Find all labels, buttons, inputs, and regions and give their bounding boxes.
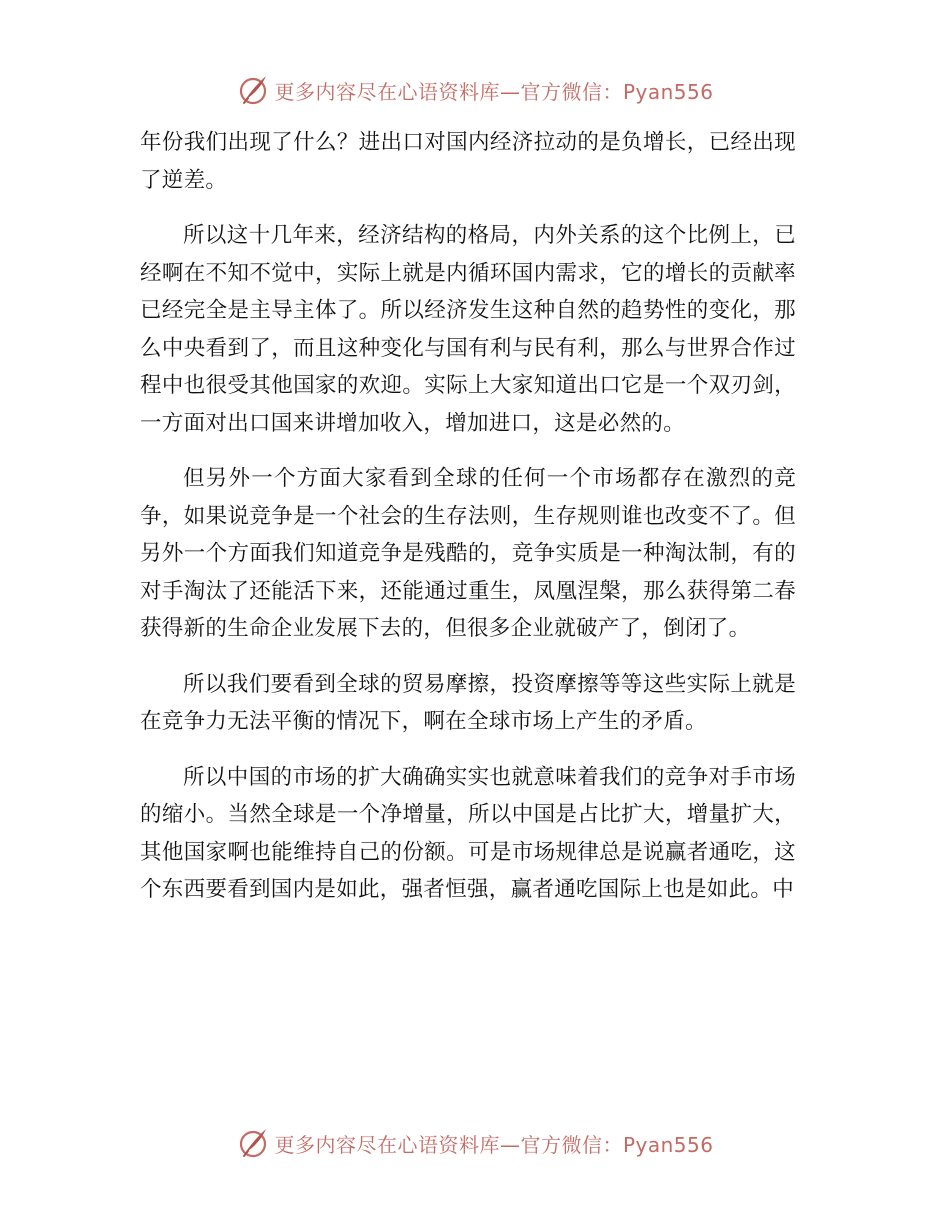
paragraph-2: 所以这十几年来，经济结构的格局，内外关系的这个比例上，已经啊在不知不觉中，实际上就是内循环国内需求，它的增长的贡献率已经完全是主导主体了。所以经济发生这种自然的趋势性的变化，那么中央看到了，而且这种变化与国有利与民有利，那么与世界合作过程中也很受其他国家的欢迎。实际上大家知道出口它是一个双刃剑，一方面对出口国来讲增加收入，增加进口，这是必然的。 bbox=[140, 223, 796, 436]
paragraph-4: 所以我们要看到全球的贸易摩擦，投资摩擦等等这些实际上就是在竞争力无法平衡的情况下，啊在全球市场上产生的矛盾。 bbox=[140, 671, 796, 734]
footer-watermark-text: 更多内容尽在心语资料库—官方微信：Pyan556 bbox=[274, 1132, 714, 1157]
paragraph-3: 但另外一个方面大家看到全球的任何一个市场都存在激烈的竞争，如果说竞争是一个社会的生存法则，生存规则谁也改变不了。但另外一个方面我们知道竞争是残酷的，竞争实质是一种淘汰制，有的对手淘汰了还能活下来，还能通过重生，凤凰涅槃，那么获得第二春获得新的生命企业发展下去的，但很多企业就破产了，倒闭了。 bbox=[140, 466, 796, 641]
paragraph-1: 年份我们出现了什么？进出口对国内经济拉动的是负增长，已经出现了逆差。 bbox=[140, 130, 796, 193]
footer-watermark bbox=[0, 1123, 950, 1163]
quill-logo-icon bbox=[236, 73, 270, 107]
document-body bbox=[140, 124, 796, 927]
header-watermark bbox=[0, 70, 950, 110]
quill-logo-icon bbox=[236, 1126, 270, 1160]
paragraph-5: 所以中国的市场的扩大确确实实也就意味着我们的竞争对手市场的缩小。当然全球是一个净增量，所以中国是占比扩大，增量扩大，其他国家啊也能维持自己的份额。可是市场规律总是说赢者通吃，这个东西要看到国内是如此，强者恒强，赢者通吃国际上也是如此。中 bbox=[140, 764, 796, 902]
header-watermark-text: 更多内容尽在心语资料库—官方微信：Pyan556 bbox=[274, 79, 714, 104]
